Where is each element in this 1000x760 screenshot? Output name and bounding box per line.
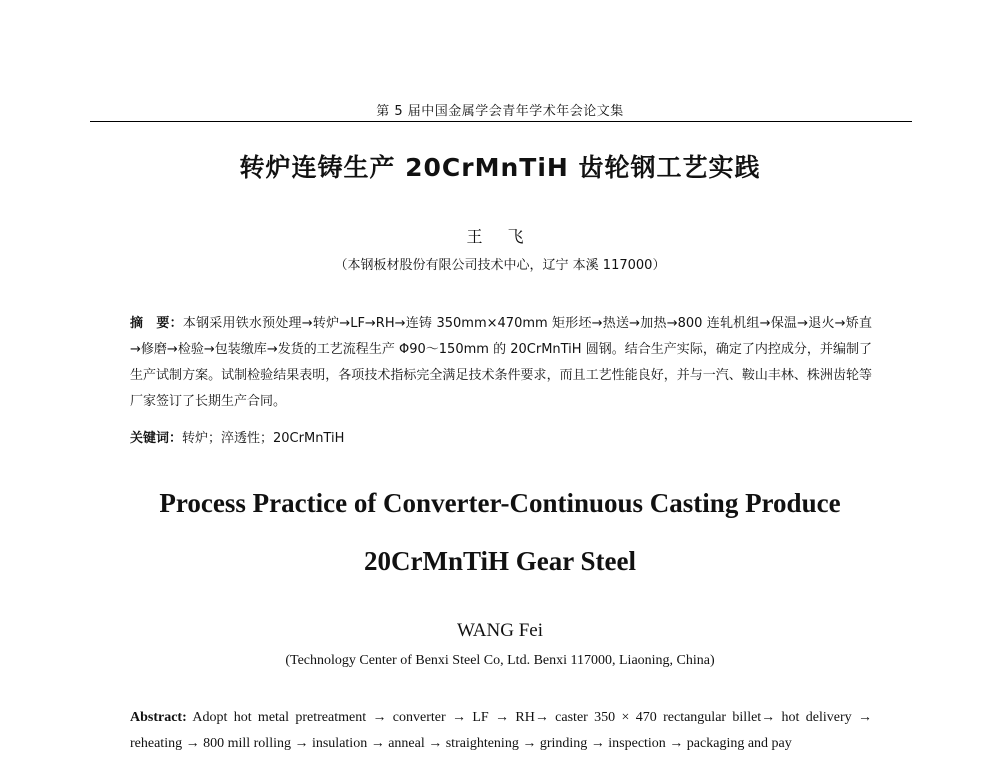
header-divider — [90, 121, 912, 122]
chinese-author: 王 飞 — [466, 227, 534, 246]
chinese-abstract — [130, 311, 872, 415]
english-affiliation: (Technology Center of Benxi Steel Co, Ltd. Benxi 117000, Liaoning, China) — [285, 653, 715, 668]
chinese-keywords-text: 转炉；淬透性；20CrMnTiH — [182, 431, 345, 446]
running-header: 第 5 届中国金属学会青年学术年会论文集 — [376, 104, 624, 119]
english-abstract-text: Adopt hot metal pretreatment → converter → LF → RH→ caster 350 × 470 rectangular billet→ hot delivery → reheating → 800 mill rolling → insulation → anneal → straightening → grinding → inspection → packaging and pay — [130, 710, 872, 751]
chinese-abstract-label: 摘 要： — [130, 316, 183, 331]
chinese-title: 转炉连铸生产 20CrMnTiH 齿轮钢工艺实践 — [239, 153, 761, 182]
chinese-keywords-label: 关键词： — [130, 431, 183, 446]
english-title-line-2: 20CrMnTiH Gear Steel — [364, 546, 636, 576]
chinese-abstract-text: 本钢采用铁水预处理→转炉→LF→RH→连铸 350mm×470mm 矩形坯→热送→加热→800 连轧机组→保温→退火→矫直→修磨→检验→包装缴库→发货的工艺流程生产 Φ90～150mm 的 20CrMnTiH 圆钢。结合生产实际，确定了内控成分，并编制了生产试制方案。试制检验结果表明，各项技术指标完全满足技术条件要求，而且工艺性能良好，并与一汽、鞍山丰林、株洲齿轮等厂家签订了长期生产合同。 — [130, 316, 872, 409]
english-abstract — [130, 705, 872, 757]
english-title-line-1: Process Practice of Converter-Continuous Casting Produce — [159, 488, 841, 518]
chinese-keywords — [130, 427, 872, 446]
english-author: WANG Fei — [456, 620, 544, 641]
english-abstract-label: Abstract: — [130, 710, 187, 725]
chinese-affiliation: （本钢板材股份有限公司技术中心，辽宁 本溪 117000） — [334, 258, 666, 273]
